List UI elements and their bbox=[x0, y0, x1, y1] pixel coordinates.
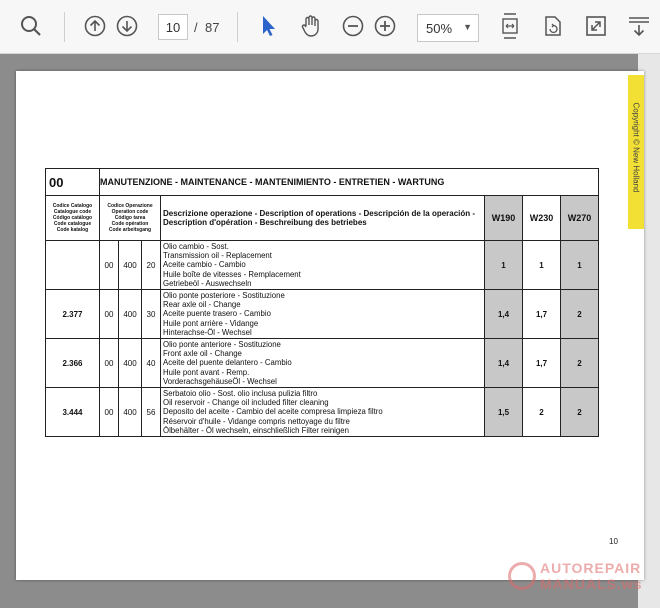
description-header: Descrizione operazione - Description of operations - Descripción de la operación - Description d'opération - Beschreibung des betriebes bbox=[161, 196, 485, 241]
value-w230: 1,7 bbox=[523, 339, 561, 388]
op-code-3: 20 bbox=[142, 241, 161, 290]
value-w230: 1 bbox=[523, 241, 561, 290]
value-w270: 2 bbox=[561, 339, 599, 388]
value-w270: 2 bbox=[561, 388, 599, 437]
watermark-logo-icon bbox=[508, 562, 536, 590]
desc-line: Rear axle oil - Change bbox=[163, 300, 241, 310]
op-code-2: 400 bbox=[119, 388, 142, 437]
desc-line: Aceite cambio - Cambio bbox=[163, 260, 246, 270]
select-cursor-icon[interactable] bbox=[253, 10, 283, 42]
page-number-input[interactable]: 10 bbox=[158, 14, 188, 40]
table-row bbox=[46, 241, 599, 290]
desc-line: Front axle oil - Change bbox=[163, 349, 242, 359]
section-title: MANUTENZIONE - MAINTENANCE - MANTENIMIENTO - ENTRETIEN - WARTUNG bbox=[100, 169, 599, 196]
value-w270: 2 bbox=[561, 290, 599, 339]
desc-line: Aceite del puente delantero - Cambio bbox=[163, 358, 292, 368]
desc-line: Ölbehälter - Öl wechseln, einschließlich Filter reinigen bbox=[163, 425, 349, 435]
page-down-icon[interactable] bbox=[112, 10, 142, 42]
toolbar-divider bbox=[64, 12, 65, 42]
zoom-select[interactable] bbox=[417, 14, 479, 42]
section-code: 00 bbox=[46, 169, 100, 196]
value-w230: 1,7 bbox=[523, 290, 561, 339]
watermark bbox=[508, 556, 658, 596]
desc-line: Hinterachse-Öl - Wechsel bbox=[163, 327, 252, 337]
model-header: W270 bbox=[561, 196, 599, 241]
catalog-code-header bbox=[46, 196, 100, 241]
operation-description bbox=[161, 241, 485, 290]
desc-line: Huile pont arrière - Vidange bbox=[163, 318, 259, 328]
desc-line: Olio ponte anteriore - Sostituzione bbox=[163, 339, 281, 349]
header-line: Código catálogo bbox=[52, 215, 93, 221]
page-number-label: 10 bbox=[609, 537, 618, 546]
table-row bbox=[46, 339, 599, 388]
header-line: Code arbeitsgang bbox=[108, 227, 152, 233]
op-code-1: 00 bbox=[100, 290, 119, 339]
operation-code-header bbox=[100, 196, 161, 241]
pdf-page bbox=[16, 71, 644, 580]
desc-line: Réservoir d'huile - Vidange compris nettoyage du filtre bbox=[163, 416, 350, 426]
zoom-in-icon[interactable] bbox=[370, 10, 400, 42]
op-code-1: 00 bbox=[100, 241, 119, 290]
op-code-2: 400 bbox=[119, 241, 142, 290]
catalog-code: 2.377 bbox=[46, 290, 100, 339]
fit-width-icon[interactable] bbox=[495, 10, 525, 42]
desc-line: VorderachsgehäuseÖl - Wechsel bbox=[163, 376, 277, 386]
desc-line: Olio cambio - Sost. bbox=[163, 241, 229, 251]
desc-line: Deposito del aceite - Cambio del aceite compresa limpieza filtro bbox=[163, 407, 383, 417]
catalog-code: 3.444 bbox=[46, 388, 100, 437]
toolbar-divider bbox=[237, 12, 238, 42]
page-up-icon[interactable] bbox=[80, 10, 110, 42]
operation-description bbox=[161, 339, 485, 388]
value-w190: 1,4 bbox=[485, 339, 523, 388]
watermark-line-1: AUTOREPAIR bbox=[540, 560, 642, 576]
header-line: Código tarea bbox=[114, 215, 146, 221]
catalog-code: 2.366 bbox=[46, 339, 100, 388]
desc-line: Huile pont avant - Remp. bbox=[163, 367, 250, 377]
value-w190: 1 bbox=[485, 241, 523, 290]
op-code-3: 56 bbox=[142, 388, 161, 437]
desc-line: Oil reservoir - Change oil included filter cleaning bbox=[163, 398, 329, 408]
header-line: Codice Operazione bbox=[107, 203, 153, 209]
rotate-icon[interactable] bbox=[538, 10, 568, 42]
header-line: Code opération bbox=[111, 221, 149, 227]
fullscreen-icon[interactable] bbox=[581, 10, 611, 42]
op-code-1: 00 bbox=[100, 388, 119, 437]
page-separator: / bbox=[194, 20, 198, 35]
page-total: 87 bbox=[205, 20, 220, 35]
desc-line: Huile boîte de vitesses - Remplacement bbox=[163, 269, 301, 279]
value-w190: 1,5 bbox=[485, 388, 523, 437]
download-icon[interactable] bbox=[624, 10, 654, 42]
header-line: Codice Catalogo bbox=[52, 203, 93, 209]
zoom-out-icon[interactable] bbox=[338, 10, 368, 42]
zoom-value: 50% bbox=[426, 21, 453, 36]
table-row bbox=[46, 290, 599, 339]
operation-description bbox=[161, 388, 485, 437]
header-line: Catalogue code bbox=[53, 209, 92, 215]
header-line: Code catalogue bbox=[53, 221, 92, 227]
header-line: Operation code bbox=[111, 209, 149, 215]
maintenance-table bbox=[45, 168, 599, 437]
value-w230: 2 bbox=[523, 388, 561, 437]
desc-line: Getriebeöl - Auswechseln bbox=[163, 278, 252, 288]
desc-line: Transmission oil - Replacement bbox=[163, 251, 272, 261]
desc-line: Serbatoio olio - Sost. olio inclusa pulizia filtro bbox=[163, 388, 318, 398]
operation-description bbox=[161, 290, 485, 339]
copyright-banner bbox=[628, 75, 644, 229]
table-row bbox=[46, 388, 599, 437]
op-code-2: 400 bbox=[119, 290, 142, 339]
op-code-3: 40 bbox=[142, 339, 161, 388]
chevron-down-icon: ▼ bbox=[463, 22, 472, 32]
copyright-text: Copyright © New Holland bbox=[631, 102, 641, 193]
desc-line: Aceite puente trasero - Cambio bbox=[163, 309, 271, 319]
catalog-code bbox=[46, 241, 100, 290]
model-header: W190 bbox=[485, 196, 523, 241]
op-code-1: 00 bbox=[100, 339, 119, 388]
hand-tool-icon[interactable] bbox=[296, 10, 326, 42]
desc-line: Olio ponte posteriore - Sostituzione bbox=[163, 290, 285, 300]
pdf-toolbar bbox=[0, 0, 660, 54]
search-icon[interactable] bbox=[16, 10, 46, 42]
value-w190: 1,4 bbox=[485, 290, 523, 339]
model-header: W230 bbox=[523, 196, 561, 241]
op-code-3: 30 bbox=[142, 290, 161, 339]
header-line: Code katalog bbox=[56, 227, 89, 233]
op-code-2: 400 bbox=[119, 339, 142, 388]
value-w270: 1 bbox=[561, 241, 599, 290]
watermark-line-2: MANUALS.ws bbox=[540, 576, 643, 592]
